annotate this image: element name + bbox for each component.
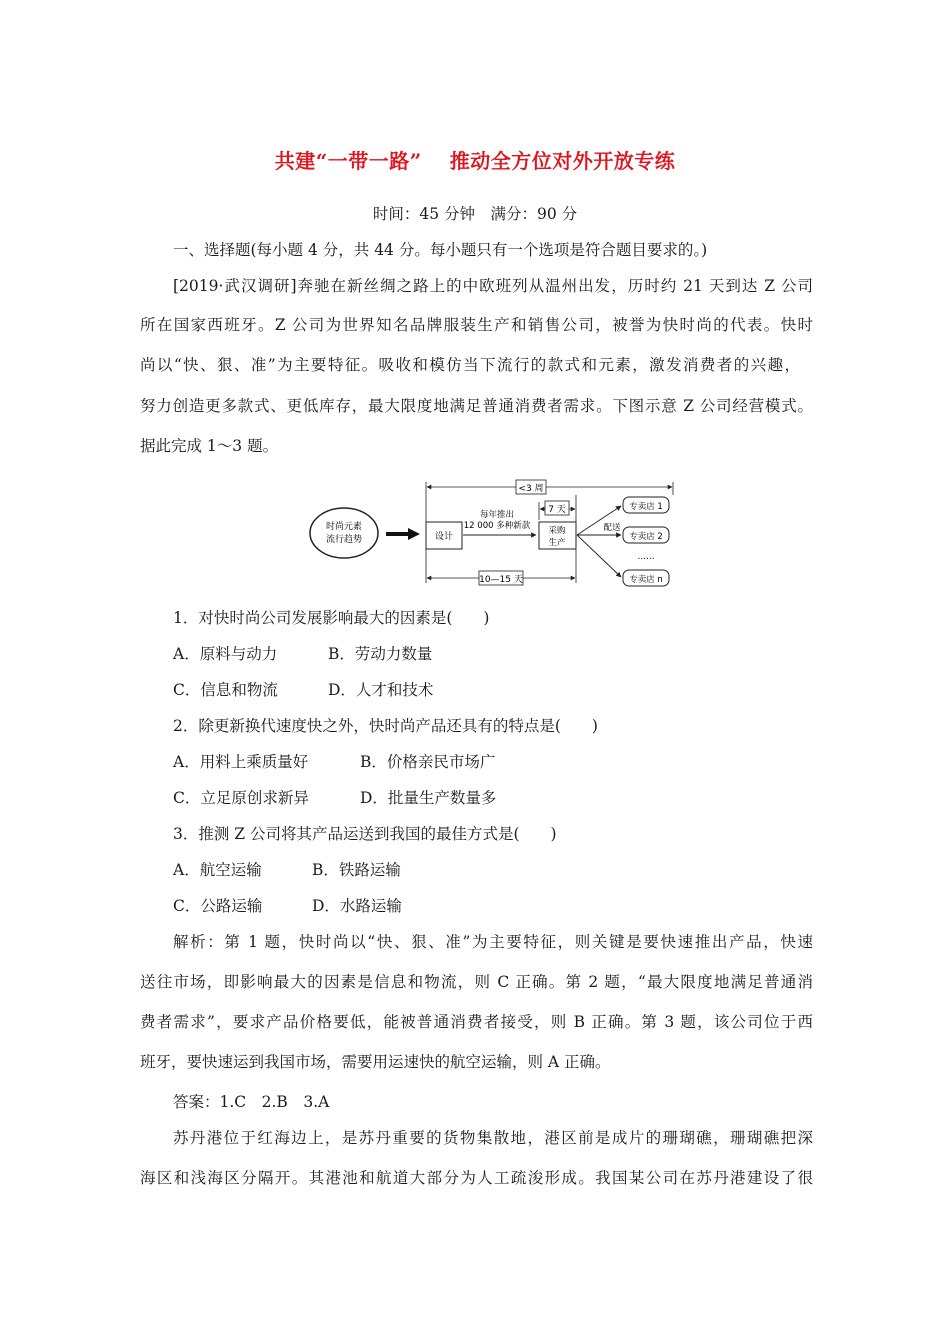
top-span-label: <3 周 <box>518 484 544 494</box>
question-option: B．价格亲民市场广 <box>360 753 496 771</box>
trend-label: 时尚元素 <box>325 522 363 532</box>
question-stem: 3．推测 Z 公司将其产品运送到我国的最佳方式是( ) <box>173 825 557 843</box>
passage1-line: 所在国家西班牙。Z 公司为世界知名品牌服装生产和销售公司，被誉为快时尚的代表。快时 <box>140 316 813 334</box>
question-option: B．铁路运输 <box>312 861 401 879</box>
question-stem: 1．对快时尚公司发展影响最大的因素是( ) <box>173 609 490 627</box>
title-part-1: 共建“一带一路” <box>274 149 422 173</box>
design-label: 设计 <box>434 532 454 542</box>
time-score-line: 时间：45 分钟 满分：90 分 <box>372 205 578 223</box>
store-label: 专卖店 2 <box>629 532 663 542</box>
bottom-span-label: 10—15 天 <box>479 575 523 585</box>
big-arrow-head <box>408 528 420 540</box>
distribute-label: 配送 <box>603 523 621 533</box>
store-label: 专卖店 1 <box>629 502 663 512</box>
passage2-line: 苏丹港位于红海边上，是苏丹重要的货物集散地，港区前是成片的珊瑚礁，珊瑚礁把深 <box>173 1129 813 1147</box>
question-option: A．原料与动力 <box>173 645 278 663</box>
trend-ellipse <box>310 508 378 558</box>
title-part-2: 推动全方位对外开放专练 <box>449 149 676 173</box>
seven-days-label: 7 天 <box>548 505 566 515</box>
passage2-line: 海区和浅海区分隔开。其港池和航道大部分为人工疏浚形成。我国某公司在苏丹港建设了很 <box>140 1169 813 1187</box>
question-option: C．信息和物流 <box>173 681 278 699</box>
analysis-line: 解析：第 1 题，快时尚以“快、狠、准”为主要特征，则关键是要快速推出产品，快速 <box>173 933 813 951</box>
trend-label: 流行趋势 <box>325 535 363 545</box>
store-ellipsis: …… <box>637 552 655 562</box>
question-option: C．公路运输 <box>173 897 263 915</box>
passage1-line: 据此完成 1～3 题。 <box>140 437 279 455</box>
question-option: B．劳动力数量 <box>328 645 433 663</box>
analysis-line: 班牙，要快速运到我国市场，需要用运速快的航空运输，则 A 正确。 <box>140 1053 611 1071</box>
business-model-diagram <box>300 475 690 593</box>
analysis-line: 费者需求”，要求产品价格要低，能被普通消费者接受，则 B 正确。第 3 题，该公司位于西 <box>140 1013 813 1031</box>
per-year-label: 每年推出 <box>479 510 515 520</box>
question-option: C．立足原创求新异 <box>173 789 309 807</box>
question-option: D．批量生产数量多 <box>360 789 497 807</box>
purchase-label: 采购 <box>548 526 566 536</box>
question-option: A．航空运输 <box>173 861 262 879</box>
section-heading: 一、选择题(每小题 4 分，共 44 分。每小题只有一个选项是符合题目要求的。) <box>173 241 708 259</box>
question-stem: 2．除更新换代速度快之外，快时尚产品还具有的特点是( ) <box>173 717 598 735</box>
passage1-line: 尚以“快、狠、准”为主要特征。吸收和模仿当下流行的款式和元素，激发消费者的兴趣， <box>140 356 800 374</box>
per-year-label: 12 000 多种新款 <box>463 521 531 531</box>
page-title <box>0 145 950 174</box>
passage1-line: [2019·武汉调研]奔驰在新丝绸之路上的中欧班列从温州出发，历时约 21 天到达 Z 公司 <box>173 277 813 295</box>
analysis-line: 送往市场，即影响最大的因素是信息和物流，则 C 正确。第 2 题，“最大限度地满足普通消 <box>140 973 813 991</box>
answer-line: 答案：1.C 2.B 3.A <box>173 1093 330 1111</box>
question-option: D．人才和技术 <box>328 681 434 699</box>
question-option: A．用料上乘质量好 <box>173 753 309 771</box>
question-option: D．水路运输 <box>312 897 402 915</box>
store-label: 专卖店 n <box>629 575 663 585</box>
passage1-line: 努力创造更多款式、更低库存，最大限度地满足普通消费者需求。下图示意 Z 公司经营模式。 <box>140 397 813 415</box>
purchase-label: 生产 <box>548 538 566 548</box>
